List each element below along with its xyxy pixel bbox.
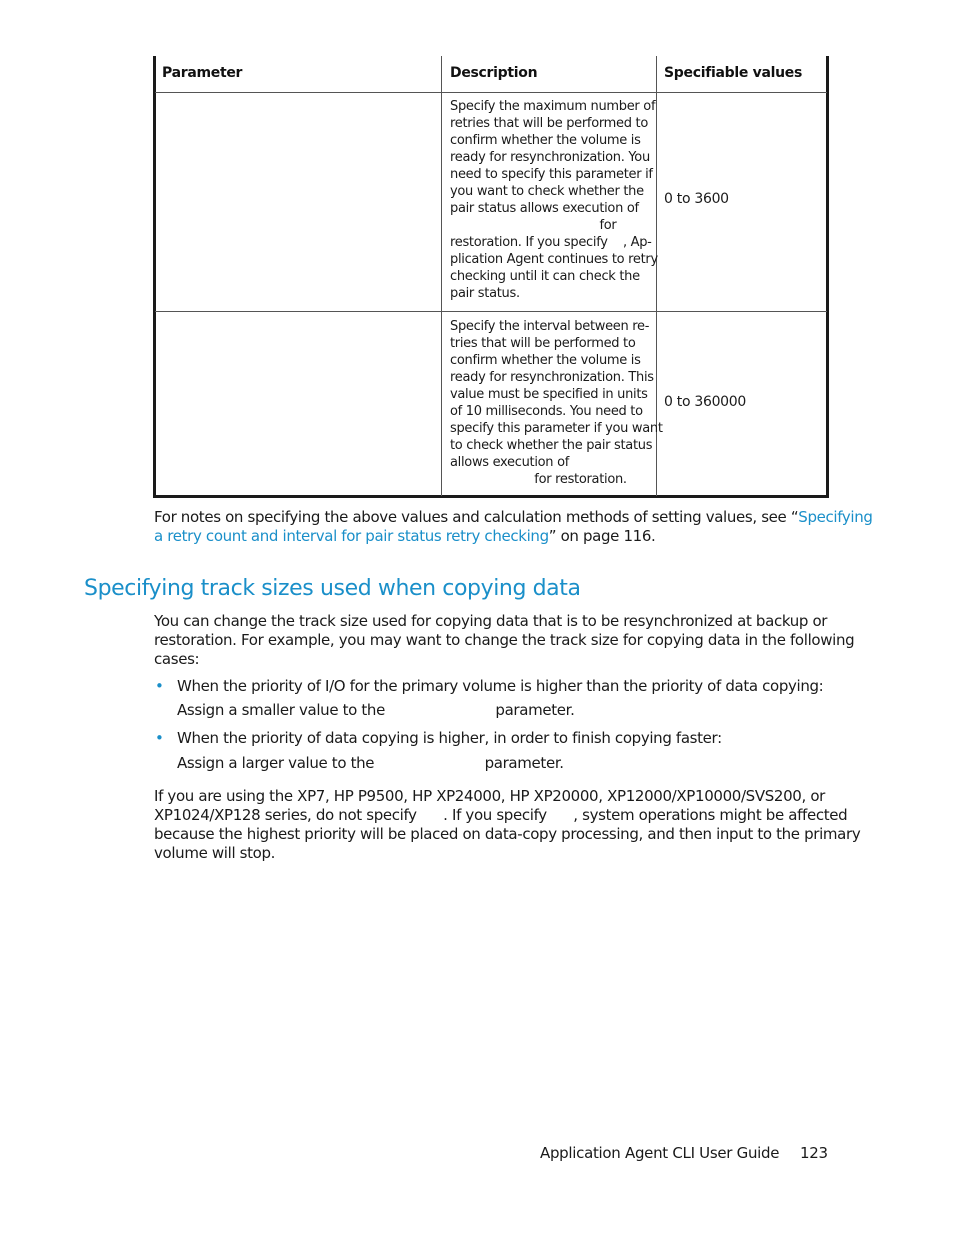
row2-values: 0 to 360000 — [664, 394, 747, 410]
bullet-text: When the priority of I/O for the primary volume is higher than the priority of data copying: — [177, 677, 824, 695]
bullet-subtext: Assign a smaller value to the parameter. — [177, 701, 575, 719]
closing-line: because the highest priority will be placed on data-copy processing, and then input to the primary — [154, 825, 861, 843]
description-line: value must be specified in units — [450, 387, 648, 402]
table-border-left — [153, 56, 156, 498]
description-line: restoration. If you specify , Ap- — [450, 235, 652, 250]
description-line: Specify the maximum number of — [450, 99, 656, 114]
bullet-text: When the priority of data copying is higher, in order to finish copying faster: — [177, 729, 722, 747]
intro-line: cases: — [154, 650, 200, 668]
header-description: Description — [450, 65, 538, 81]
description-line: ready for resynchronization. This — [450, 370, 654, 385]
bullet-marker: • — [155, 729, 164, 747]
row2-description — [450, 318, 663, 488]
header-parameter: Parameter — [162, 65, 243, 81]
column-divider-1 — [441, 56, 442, 496]
description-line: for — [450, 218, 617, 233]
intro-line: restoration. For example, you may want to change the track size for copying data in the following — [154, 631, 855, 649]
bullet-subtext: Assign a larger value to the parameter. — [177, 754, 564, 772]
description-line: confirm whether the volume is — [450, 353, 641, 368]
description-line: need to specify this parameter if — [450, 167, 653, 182]
description-line: tries that will be performed to — [450, 336, 636, 351]
description-line: allows execution of — [450, 455, 569, 470]
description-line: confirm whether the volume is — [450, 133, 641, 148]
footer-guide-title: Application Agent CLI User Guide — [540, 1144, 780, 1162]
intro-line: You can change the track size used for copying data that is to be resynchronized at backup or — [154, 612, 828, 630]
header-divider — [155, 92, 827, 93]
table-border-bottom — [153, 495, 829, 498]
description-line: ready for resynchronization. You — [450, 150, 650, 165]
description-line: pair status. — [450, 286, 520, 301]
closing-line: If you are using the XP7, HP P9500, HP XP24000, HP XP20000, XP12000/XP10000/SVS200, or — [154, 787, 825, 805]
row-divider — [155, 311, 827, 312]
row1-values: 0 to 3600 — [664, 191, 729, 207]
description-line: to check whether the pair status — [450, 438, 653, 453]
row1-description — [450, 98, 658, 302]
description-line: for restoration. — [450, 472, 627, 487]
notes-link-part2[interactable]: a retry count and interval for pair status retry checking — [154, 527, 549, 545]
notes-prefix: For notes on specifying the above values and calculation methods of setting values, see “ — [154, 508, 799, 526]
table-border-right — [826, 56, 829, 498]
parameter-table — [153, 56, 829, 498]
bullet-marker: • — [155, 677, 164, 695]
description-line: you want to check whether the — [450, 184, 644, 199]
description-line: checking until it can check the — [450, 269, 640, 284]
description-line: specify this parameter if you want — [450, 421, 663, 436]
footer-page-number: 123 — [800, 1144, 828, 1162]
section-heading: Specifying track sizes used when copying data — [84, 576, 581, 601]
closing-line: XP1024/XP128 series, do not specify . If you specify , system operations might be affected — [154, 806, 848, 824]
notes-suffix: ” on page 116. — [548, 527, 656, 545]
notes-line-2 — [154, 527, 655, 546]
description-line: of 10 milliseconds. You need to — [450, 404, 643, 419]
description-line: retries that will be performed to — [450, 116, 648, 131]
header-specifiable-values: Specifiable values — [664, 65, 802, 81]
description-line: pair status allows execution of — [450, 201, 639, 216]
closing-line: volume will stop. — [154, 844, 276, 862]
notes-link-part1[interactable]: Specifying — [798, 508, 873, 526]
notes-line-1 — [154, 508, 873, 527]
description-line: Specify the interval between re- — [450, 319, 650, 334]
description-line: plication Agent continues to retry — [450, 252, 658, 267]
